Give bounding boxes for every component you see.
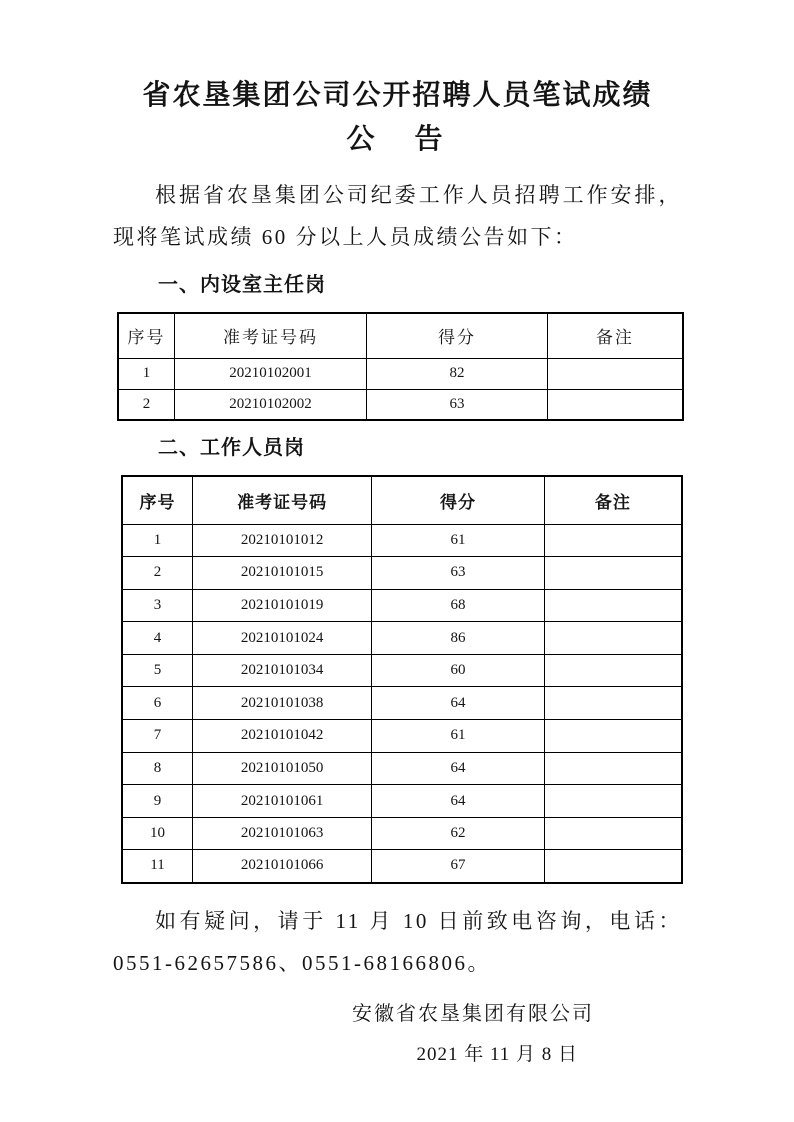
table-cell [544, 524, 682, 557]
document-title-line1: 省农垦集团公司公开招聘人员笔试成绩 [142, 80, 653, 111]
table-cell: 20210101061 [193, 785, 372, 818]
table-row [118, 389, 683, 420]
table-cell: 20210101066 [193, 850, 372, 883]
table-cell: 2 [118, 389, 175, 420]
table-cell: 6 [122, 687, 193, 720]
table-row [122, 752, 682, 785]
table-cell: 9 [122, 785, 193, 818]
table-cell: 20210102001 [175, 358, 367, 389]
table-cell: 86 [372, 622, 544, 655]
table-cell [544, 720, 682, 753]
table-header-row [122, 476, 682, 524]
table-cell: 11 [122, 850, 193, 883]
table-cell: 20210102002 [175, 389, 367, 420]
table-cell [544, 687, 682, 720]
table-row [122, 817, 682, 850]
table-cell: 20210101015 [193, 557, 372, 590]
table-cell: 63 [367, 389, 548, 420]
table-cell [544, 622, 682, 655]
document-title-line2: 公 告 [346, 124, 449, 155]
table-row [122, 524, 682, 557]
table-row [118, 358, 683, 389]
table-cell: 20210101024 [193, 622, 372, 655]
table-row [122, 589, 682, 622]
table-cell: 61 [372, 524, 544, 557]
table-cell: 20210101012 [193, 524, 372, 557]
column-header: 得分 [372, 476, 544, 524]
table-cell [544, 752, 682, 785]
table-cell: 64 [372, 785, 544, 818]
table-cell: 67 [372, 850, 544, 883]
table-cell: 1 [118, 358, 175, 389]
contact-paragraph: 如有疑问，请于 11 月 10 日前致电咨询，电话：0551-62657586、0551-68166806。 [113, 908, 682, 975]
table-row [122, 850, 682, 883]
table-row [122, 785, 682, 818]
table-cell [544, 557, 682, 590]
signature-date: 2021 年 11 月 8 日 [416, 1043, 578, 1065]
table-cell [544, 589, 682, 622]
table-cell: 68 [372, 589, 544, 622]
column-header: 备注 [544, 476, 682, 524]
table-cell: 7 [122, 720, 193, 753]
table-cell: 2 [122, 557, 193, 590]
column-header: 准考证号码 [193, 476, 372, 524]
table-row [122, 720, 682, 753]
table-cell: 20210101050 [193, 752, 372, 785]
table-row [122, 622, 682, 655]
table-cell: 20210101034 [193, 654, 372, 687]
table-cell [544, 654, 682, 687]
table-cell: 3 [122, 589, 193, 622]
table-cell: 10 [122, 817, 193, 850]
table-header-row [118, 313, 683, 358]
table-cell: 63 [372, 557, 544, 590]
table-cell: 61 [372, 720, 544, 753]
signature-organization: 安徽省农垦集团有限公司 [352, 1002, 594, 1025]
column-header: 备注 [547, 313, 683, 358]
table-cell: 64 [372, 752, 544, 785]
table-row [122, 654, 682, 687]
table-cell [547, 358, 683, 389]
table-cell [544, 850, 682, 883]
section2-heading: 二、工作人员岗 [158, 437, 305, 459]
table-cell: 20210101042 [193, 720, 372, 753]
column-header: 准考证号码 [175, 313, 367, 358]
table-cell: 20210101019 [193, 589, 372, 622]
column-header: 得分 [367, 313, 548, 358]
table-row [122, 557, 682, 590]
table-cell: 4 [122, 622, 193, 655]
column-header: 序号 [122, 476, 193, 524]
section2-score-table [121, 475, 683, 884]
intro-paragraph: 根据省农垦集团公司纪委工作人员招聘工作安排，现将笔试成绩 60 分以上人员成绩公告如下： [113, 183, 682, 249]
table-cell: 60 [372, 654, 544, 687]
table-cell: 20210101063 [193, 817, 372, 850]
table-cell [547, 389, 683, 420]
table-cell: 20210101038 [193, 687, 372, 720]
column-header: 序号 [118, 313, 175, 358]
table-row [122, 687, 682, 720]
table-cell: 64 [372, 687, 544, 720]
section1-score-table [117, 312, 684, 421]
table-cell: 8 [122, 752, 193, 785]
table-cell: 1 [122, 524, 193, 557]
table-cell [544, 817, 682, 850]
table-cell [544, 785, 682, 818]
table-cell: 5 [122, 654, 193, 687]
table-cell: 62 [372, 817, 544, 850]
section1-heading: 一、内设室主任岗 [158, 274, 326, 296]
table-cell: 82 [367, 358, 548, 389]
